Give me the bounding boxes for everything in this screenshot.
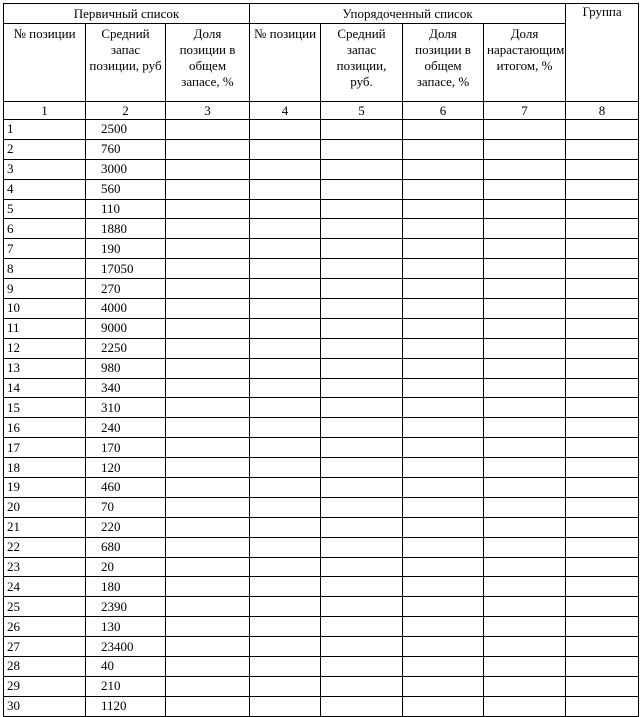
empty-cell [484, 657, 566, 677]
average-stock-cell: 270 [86, 279, 166, 299]
table-row [4, 199, 639, 219]
empty-cell [250, 159, 321, 179]
empty-cell [484, 557, 566, 577]
empty-cell [250, 398, 321, 418]
table-row [4, 478, 639, 498]
table-row [4, 279, 639, 299]
empty-cell [321, 497, 403, 517]
empty-cell [321, 458, 403, 478]
empty-cell [166, 279, 250, 299]
empty-cell [166, 696, 250, 716]
empty-cell [321, 676, 403, 696]
empty-cell [566, 557, 639, 577]
table-row [4, 617, 639, 637]
position-number-cell: 13 [4, 358, 86, 378]
average-stock-cell: 180 [86, 577, 166, 597]
empty-cell [166, 338, 250, 358]
empty-cell [566, 120, 639, 140]
empty-cell [166, 259, 250, 279]
empty-cell [321, 438, 403, 458]
empty-cell [166, 219, 250, 239]
empty-cell [566, 676, 639, 696]
empty-cell [484, 676, 566, 696]
empty-cell [250, 279, 321, 299]
empty-cell [166, 299, 250, 319]
table-row [4, 398, 639, 418]
position-number-cell: 5 [4, 199, 86, 219]
empty-cell [403, 318, 484, 338]
average-stock-cell: 460 [86, 478, 166, 498]
empty-cell [566, 478, 639, 498]
table-row [4, 219, 639, 239]
table-row [4, 239, 639, 259]
average-stock-cell: 20 [86, 557, 166, 577]
empty-cell [403, 617, 484, 637]
average-stock-cell: 110 [86, 199, 166, 219]
empty-cell [321, 199, 403, 219]
empty-cell [484, 378, 566, 398]
col-number: 6 [403, 102, 484, 120]
col-number: 8 [566, 102, 639, 120]
position-number-cell: 8 [4, 259, 86, 279]
empty-cell [566, 299, 639, 319]
empty-cell [484, 338, 566, 358]
empty-cell [166, 676, 250, 696]
empty-cell [250, 219, 321, 239]
empty-cell [321, 338, 403, 358]
empty-cell [566, 696, 639, 716]
empty-cell [484, 120, 566, 140]
empty-cell [321, 358, 403, 378]
empty-cell [166, 517, 250, 537]
empty-cell [403, 338, 484, 358]
table-row [4, 676, 639, 696]
empty-cell [403, 378, 484, 398]
table-row [4, 418, 639, 438]
position-number-cell: 14 [4, 378, 86, 398]
empty-cell [484, 418, 566, 438]
empty-cell [566, 497, 639, 517]
empty-cell [484, 199, 566, 219]
empty-cell [566, 637, 639, 657]
average-stock-cell: 1120 [86, 696, 166, 716]
position-number-cell: 22 [4, 537, 86, 557]
table-row [4, 139, 639, 159]
empty-cell [566, 517, 639, 537]
empty-cell [250, 696, 321, 716]
empty-cell [484, 517, 566, 537]
empty-cell [484, 139, 566, 159]
empty-cell [484, 159, 566, 179]
empty-cell [250, 259, 321, 279]
empty-cell [250, 378, 321, 398]
empty-cell [566, 537, 639, 557]
empty-cell [166, 159, 250, 179]
col-header-3: Доля позиции в общем запасе, % [166, 24, 250, 102]
col-number: 2 [86, 102, 166, 120]
empty-cell [566, 159, 639, 179]
empty-cell [321, 299, 403, 319]
empty-cell [166, 458, 250, 478]
empty-cell [484, 299, 566, 319]
empty-cell [321, 637, 403, 657]
average-stock-cell: 760 [86, 139, 166, 159]
table-row [4, 657, 639, 677]
average-stock-cell: 2250 [86, 338, 166, 358]
empty-cell [403, 537, 484, 557]
empty-cell [166, 179, 250, 199]
empty-cell [321, 398, 403, 418]
table-row [4, 438, 639, 458]
empty-cell [166, 657, 250, 677]
table-row [4, 120, 639, 140]
average-stock-cell: 23400 [86, 637, 166, 657]
empty-cell [166, 318, 250, 338]
position-number-cell: 12 [4, 338, 86, 358]
empty-cell [403, 438, 484, 458]
empty-cell [403, 279, 484, 299]
empty-cell [250, 497, 321, 517]
position-number-cell: 30 [4, 696, 86, 716]
empty-cell [566, 139, 639, 159]
empty-cell [250, 657, 321, 677]
empty-cell [166, 537, 250, 557]
empty-cell [403, 657, 484, 677]
empty-cell [403, 676, 484, 696]
empty-cell [321, 259, 403, 279]
col-number: 7 [484, 102, 566, 120]
empty-cell [484, 478, 566, 498]
empty-cell [250, 199, 321, 219]
empty-cell [403, 159, 484, 179]
average-stock-cell: 340 [86, 378, 166, 398]
average-stock-cell: 560 [86, 179, 166, 199]
inventory-table [3, 3, 639, 717]
empty-cell [166, 597, 250, 617]
position-number-cell: 11 [4, 318, 86, 338]
position-number-cell: 1 [4, 120, 86, 140]
table-row [4, 577, 639, 597]
empty-cell [403, 259, 484, 279]
empty-cell [250, 338, 321, 358]
empty-cell [484, 577, 566, 597]
empty-cell [166, 637, 250, 657]
position-number-cell: 17 [4, 438, 86, 458]
col-header-1: № позиции [4, 24, 86, 102]
empty-cell [321, 219, 403, 239]
table-row [4, 557, 639, 577]
empty-cell [321, 139, 403, 159]
empty-cell [403, 458, 484, 478]
empty-cell [403, 219, 484, 239]
empty-cell [566, 577, 639, 597]
empty-cell [566, 358, 639, 378]
average-stock-cell: 4000 [86, 299, 166, 319]
empty-cell [166, 378, 250, 398]
empty-cell [250, 637, 321, 657]
empty-cell [166, 418, 250, 438]
empty-cell [566, 179, 639, 199]
table-row [4, 537, 639, 557]
empty-cell [250, 577, 321, 597]
empty-cell [566, 338, 639, 358]
empty-cell [250, 557, 321, 577]
empty-cell [321, 657, 403, 677]
empty-cell [321, 120, 403, 140]
empty-cell [566, 318, 639, 338]
table-row [4, 259, 639, 279]
empty-cell [250, 517, 321, 537]
empty-cell [403, 497, 484, 517]
table-row [4, 378, 639, 398]
empty-cell [250, 597, 321, 617]
empty-cell [484, 537, 566, 557]
empty-cell [321, 179, 403, 199]
empty-cell [566, 398, 639, 418]
empty-cell [403, 398, 484, 418]
empty-cell [250, 120, 321, 140]
empty-cell [250, 418, 321, 438]
empty-cell [321, 696, 403, 716]
table-row [4, 358, 639, 378]
average-stock-cell: 17050 [86, 259, 166, 279]
empty-cell [403, 478, 484, 498]
empty-cell [321, 597, 403, 617]
empty-cell [403, 299, 484, 319]
empty-cell [321, 239, 403, 259]
empty-cell [484, 696, 566, 716]
empty-cell [484, 239, 566, 259]
empty-cell [250, 179, 321, 199]
empty-cell [250, 537, 321, 557]
average-stock-cell: 170 [86, 438, 166, 458]
average-stock-cell: 220 [86, 517, 166, 537]
empty-cell [566, 458, 639, 478]
table-row [4, 517, 639, 537]
empty-cell [403, 517, 484, 537]
empty-cell [321, 517, 403, 537]
position-number-cell: 26 [4, 617, 86, 637]
empty-cell [250, 299, 321, 319]
empty-cell [484, 438, 566, 458]
position-number-cell: 29 [4, 676, 86, 696]
empty-cell [484, 179, 566, 199]
empty-cell [166, 478, 250, 498]
average-stock-cell: 310 [86, 398, 166, 418]
empty-cell [321, 159, 403, 179]
empty-cell [484, 637, 566, 657]
empty-cell [566, 199, 639, 219]
group-header: Группа [566, 4, 639, 102]
col-number: 5 [321, 102, 403, 120]
table-row [4, 696, 639, 716]
empty-cell [321, 318, 403, 338]
position-number-cell: 20 [4, 497, 86, 517]
empty-cell [166, 398, 250, 418]
empty-cell [321, 537, 403, 557]
position-number-cell: 23 [4, 557, 86, 577]
empty-cell [250, 438, 321, 458]
empty-cell [566, 219, 639, 239]
empty-cell [250, 478, 321, 498]
col-header-6: Доля позиции в общем запасе, % [403, 24, 484, 102]
empty-cell [250, 139, 321, 159]
average-stock-cell: 2390 [86, 597, 166, 617]
empty-cell [484, 318, 566, 338]
empty-cell [321, 279, 403, 299]
empty-cell [321, 418, 403, 438]
position-number-cell: 18 [4, 458, 86, 478]
empty-cell [403, 637, 484, 657]
position-number-cell: 21 [4, 517, 86, 537]
table-row [4, 637, 639, 657]
empty-cell [403, 557, 484, 577]
average-stock-cell: 1880 [86, 219, 166, 239]
average-stock-cell: 240 [86, 418, 166, 438]
empty-cell [566, 597, 639, 617]
empty-cell [566, 279, 639, 299]
empty-cell [403, 139, 484, 159]
empty-cell [166, 199, 250, 219]
empty-cell [166, 358, 250, 378]
empty-cell [403, 120, 484, 140]
table-row [4, 597, 639, 617]
empty-cell [166, 617, 250, 637]
empty-cell [166, 120, 250, 140]
col-header-5: Средний запас позиции, руб. [321, 24, 403, 102]
empty-cell [403, 696, 484, 716]
empty-cell [484, 617, 566, 637]
position-number-cell: 7 [4, 239, 86, 259]
average-stock-cell: 980 [86, 358, 166, 378]
col-number: 3 [166, 102, 250, 120]
position-number-cell: 16 [4, 418, 86, 438]
empty-cell [566, 239, 639, 259]
position-number-cell: 27 [4, 637, 86, 657]
table-row [4, 497, 639, 517]
empty-cell [484, 398, 566, 418]
table-row [4, 318, 639, 338]
empty-cell [566, 438, 639, 458]
position-number-cell: 19 [4, 478, 86, 498]
position-number-cell: 24 [4, 577, 86, 597]
average-stock-cell: 210 [86, 676, 166, 696]
position-number-cell: 10 [4, 299, 86, 319]
primary-list-header: Первичный список [4, 4, 250, 24]
table-body [4, 120, 639, 717]
position-number-cell: 3 [4, 159, 86, 179]
position-number-cell: 25 [4, 597, 86, 617]
empty-cell [566, 617, 639, 637]
ordered-list-header: Упорядоченный список [250, 4, 566, 24]
average-stock-cell: 3000 [86, 159, 166, 179]
empty-cell [166, 577, 250, 597]
col-header-4: № позиции [250, 24, 321, 102]
table-row [4, 179, 639, 199]
average-stock-cell: 130 [86, 617, 166, 637]
empty-cell [166, 239, 250, 259]
empty-cell [484, 597, 566, 617]
position-number-cell: 6 [4, 219, 86, 239]
empty-cell [321, 557, 403, 577]
table-row [4, 299, 639, 319]
empty-cell [403, 179, 484, 199]
average-stock-cell: 9000 [86, 318, 166, 338]
empty-cell [403, 597, 484, 617]
empty-cell [166, 438, 250, 458]
col-header-2: Средний запас позиции, руб [86, 24, 166, 102]
col-header-7: Доля нарастающим итогом, % [484, 24, 566, 102]
empty-cell [250, 458, 321, 478]
position-number-cell: 2 [4, 139, 86, 159]
empty-cell [403, 358, 484, 378]
empty-cell [566, 657, 639, 677]
col-number: 4 [250, 102, 321, 120]
empty-cell [566, 378, 639, 398]
average-stock-cell: 2500 [86, 120, 166, 140]
position-number-cell: 4 [4, 179, 86, 199]
empty-cell [321, 577, 403, 597]
empty-cell [321, 378, 403, 398]
empty-cell [166, 139, 250, 159]
empty-cell [484, 259, 566, 279]
empty-cell [250, 358, 321, 378]
empty-cell [484, 358, 566, 378]
average-stock-cell: 680 [86, 537, 166, 557]
position-number-cell: 28 [4, 657, 86, 677]
empty-cell [250, 239, 321, 259]
average-stock-cell: 120 [86, 458, 166, 478]
table-row [4, 458, 639, 478]
empty-cell [321, 478, 403, 498]
empty-cell [566, 259, 639, 279]
position-number-cell: 15 [4, 398, 86, 418]
empty-cell [166, 557, 250, 577]
empty-cell [250, 318, 321, 338]
empty-cell [403, 199, 484, 219]
empty-cell [484, 279, 566, 299]
average-stock-cell: 40 [86, 657, 166, 677]
position-number-cell: 9 [4, 279, 86, 299]
empty-cell [403, 418, 484, 438]
empty-cell [250, 676, 321, 696]
table-row [4, 338, 639, 358]
average-stock-cell: 70 [86, 497, 166, 517]
empty-cell [250, 617, 321, 637]
average-stock-cell: 190 [86, 239, 166, 259]
empty-cell [403, 239, 484, 259]
empty-cell [166, 497, 250, 517]
empty-cell [484, 497, 566, 517]
empty-cell [403, 577, 484, 597]
col-number: 1 [4, 102, 86, 120]
empty-cell [484, 219, 566, 239]
table-row [4, 159, 639, 179]
empty-cell [484, 458, 566, 478]
empty-cell [321, 617, 403, 637]
empty-cell [566, 418, 639, 438]
